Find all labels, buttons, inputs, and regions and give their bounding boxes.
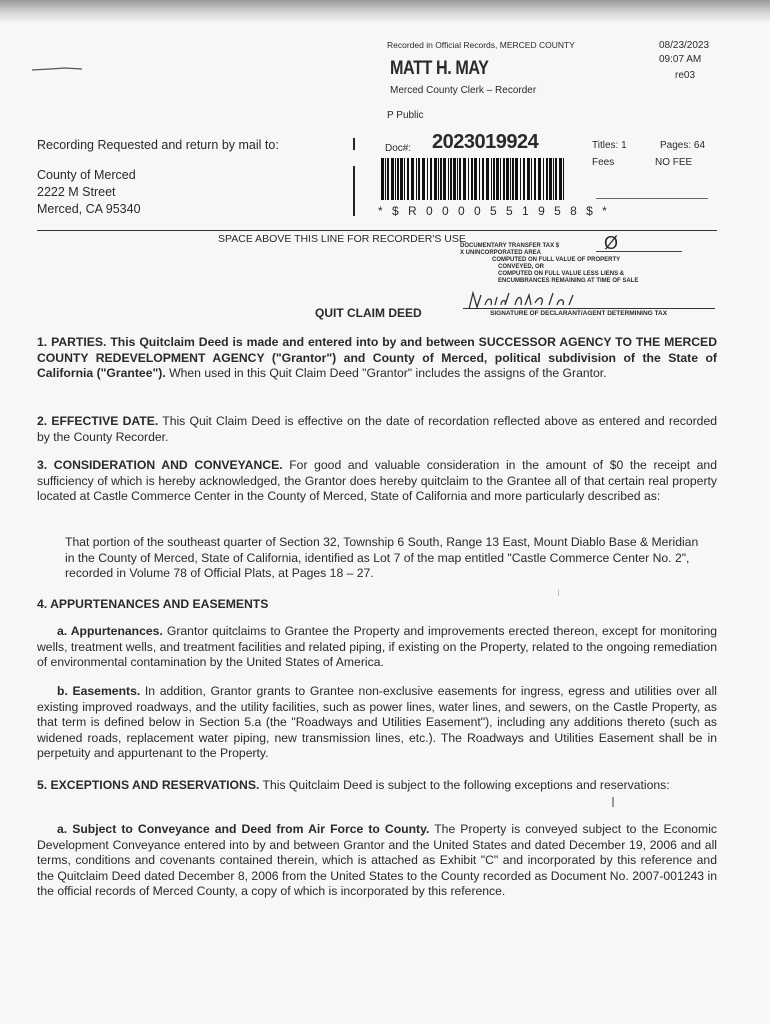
barcode-bar: [463, 158, 466, 200]
section-appurtenances-heading: 4. APPURTENANCES AND EASEMENTS: [37, 597, 269, 611]
transfer-tax-value: Ø: [604, 233, 619, 253]
deed-title: QUIT CLAIM DEED: [315, 306, 422, 320]
barcode-bar: [459, 158, 461, 200]
barcode-bar: [503, 158, 505, 200]
transfer-tax-block: DOCUMENTARY TRANSFER TAX $ X UNINCORPORATED AREA COMPUTED ON FULL VALUE OF PROPERTY CONVEYED, OR COMPUTED ON FULL VALUE LESS LIENS & ENCUMBRANCES REMAINING AT TIME OF SALE: [460, 243, 639, 284]
recorder-header: Recorded in Official Records, MERCED COUNTY: [387, 40, 575, 50]
barcode-bar: [427, 158, 428, 200]
pages-count: Pages: 64: [660, 140, 706, 151]
public-flag: P Public: [387, 110, 424, 121]
barcode-bar: [397, 158, 399, 200]
barcode-bar: [471, 158, 473, 200]
barcode-bar: [515, 158, 518, 200]
barcode-bar: [404, 158, 405, 200]
barcode-bar: [395, 158, 396, 200]
record-time: 09:07 AM: [659, 54, 702, 65]
address-line-2: 2222 M Street: [37, 185, 116, 199]
request-label: Recording Requested and return by mail to:: [37, 138, 279, 152]
section-exceptions: 5. EXCEPTIONS AND RESERVATIONS. This Quitclaim Deed is subject to the following exceptions and reservations:: [37, 778, 670, 792]
barcode-bar: [510, 158, 511, 200]
barcode-bar: [553, 158, 554, 200]
barcode-bar: [559, 158, 562, 200]
address-line-3: Merced, CA 95340: [37, 202, 141, 216]
section-effective-date: 2. EFFECTIVE DATE. This Quit Claim Deed is effective on the date of recordation reflected above as entered and recorded by the County Recorder.: [37, 414, 717, 444]
fees-value: NO FEE: [655, 157, 693, 168]
titles-count: Titles: 1: [592, 140, 627, 151]
record-code: re03: [675, 70, 696, 81]
section-parties: 1. PARTIES. This Quitclaim Deed is made and entered into by and between SUCCESSOR AGENCY TO THE MERCED COUNTY REDEVELOPMENT AGENCY ("Grantor") and County of Merced, political subdivision of the State of California ("Grantee"). When used in this Quit Claim Deed "Grantor" includes the assigns of the Grantor.: [37, 335, 717, 380]
signature-line: [463, 308, 715, 309]
blank-line: [596, 198, 708, 199]
barcode-bar: [385, 158, 386, 200]
barcode-bar: [438, 158, 439, 200]
return-address: [37, 167, 141, 218]
address-line-1: County of Merced: [37, 168, 136, 182]
space-above-notice: SPACE ABOVE THIS LINE FOR RECORDER'S USE: [218, 233, 466, 245]
legal-description: That portion of the southeast quarter of Section 32, Township 6 South, Range 13 East, Mount Diablo Base & Meridian in the County of Merced, State of California, identified as Lot 7 of the map entitled "Castle Commerce Center No. 2", recorded in Volume 78 of Official Plats, at Pages 18 – 27.: [65, 535, 699, 580]
barcode-bar: [527, 158, 530, 200]
barcode-bar: [555, 158, 557, 200]
section-appurtenances: a. Appurtenances. Grantor quitclaims to Grantee the Property and improvements erected thereon, except for monitoring wells, treatment wells, and treatment facilities and related piping, if existing on the Property, related to the ongoing remediation of environmental contamination by the United States of America.: [37, 624, 718, 669]
signature-label: SIGNATURE OF DECLARANT/AGENT DETERMINING TAX: [490, 310, 668, 317]
fees-label: Fees: [592, 157, 615, 168]
barcode-bar: [400, 158, 403, 200]
barcode-bar: [468, 158, 469, 200]
divider: [353, 138, 355, 150]
barcode-bar: [482, 158, 484, 200]
barcode-bar: [387, 158, 389, 200]
barcode-bar: [416, 158, 417, 200]
barcode-bar: [506, 158, 509, 200]
barcode-bar: [496, 158, 499, 200]
section-consideration: 3. CONSIDERATION AND CONVEYANCE. For good and valuable consideration in the amount of $0 the receipt and sufficiency of which is hereby acknowledged, the Grantor does hereby quitclaim to the Grantee all of that certain real property located at Castle Commerce Center in the County of Merced, State of California and more particularly described as:: [37, 458, 717, 503]
barcode-bar: [453, 158, 456, 200]
barcode-bar: [538, 158, 541, 200]
barcode-bar: [430, 158, 432, 200]
doc-number: 2023019924: [432, 131, 539, 153]
section-air-force-conveyance: a. Subject to Conveyance and Deed from Air Force to County. The Property is conveyed subject to the Economic Development Conveyance entered into by and between Grantor and the United States and dated December 19, 2006 and all terms, conditions and covenants contained therein, which is attached as Exhibit "C" and incorporated by this reference and the Quitclaim Deed dated December 8, 2006 from the United States to the County recorded as Document No. 2007-001243 in the official records of Merced County, a copy of which is incorporated by this reference.: [37, 822, 717, 898]
barcode-bar: [543, 158, 544, 200]
divider: [353, 166, 355, 216]
section-easements: b. Easements. In addition, Grantor grants to Grantee non-exclusive easements for ingress, egress and utilities over all existing improved roadways, and the utility facilities, such as power lines, water lines, and sewers, on the Castle Property, as that term is defined below in Section 5.a (the "Roadways and Utilities Easement"), including any additions thereto (such as widened roads, replacement water piping, new transmission lines, etc.). The Roadways and Utilities Easement shall be in perpetuity and appurtenant to the Property.: [37, 684, 717, 760]
scan-edge: [0, 0, 770, 22]
barcode-bar: [549, 158, 552, 200]
scan-speck: [558, 590, 563, 596]
barcode-bar: [486, 158, 489, 200]
recorder-title: Merced County Clerk – Recorder: [390, 85, 537, 96]
barcode-bar: [474, 158, 477, 200]
barcode-bar: [531, 158, 532, 200]
scan-mark: [30, 66, 85, 72]
barcode-bar: [563, 158, 564, 200]
barcode-bar: [520, 158, 521, 200]
record-date: 08/23/2023: [659, 40, 710, 51]
barcode-bar: [457, 158, 458, 200]
doc-label: Doc#:: [385, 143, 412, 154]
barcode-bar: [422, 158, 425, 200]
barcode-bar: [407, 158, 409, 200]
barcode-bar: [440, 158, 442, 200]
scan-speck: [612, 797, 614, 807]
barcode-bar: [418, 158, 420, 200]
barcode-bar: [546, 158, 548, 200]
barcode-bar: [523, 158, 525, 200]
barcode-bar: [448, 158, 449, 200]
barcode-bar: [512, 158, 514, 200]
barcode-bar: [450, 158, 452, 200]
barcode-text: * $ R 0 0 0 0 5 5 1 9 5 8 $ *: [378, 204, 610, 218]
barcode-bar: [411, 158, 414, 200]
barcode-bar: [491, 158, 492, 200]
barcode-bar: [493, 158, 495, 200]
barcode: [381, 158, 567, 200]
barcode-bar: [443, 158, 446, 200]
recorder-name: MATT H. MAY: [390, 58, 489, 79]
barcode-bar: [500, 158, 501, 200]
barcode-bar: [534, 158, 536, 200]
barcode-bar: [381, 158, 384, 200]
barcode-bar: [434, 158, 437, 200]
barcode-bar: [479, 158, 480, 200]
recorder-separator: [37, 230, 717, 231]
barcode-bar: [391, 158, 394, 200]
